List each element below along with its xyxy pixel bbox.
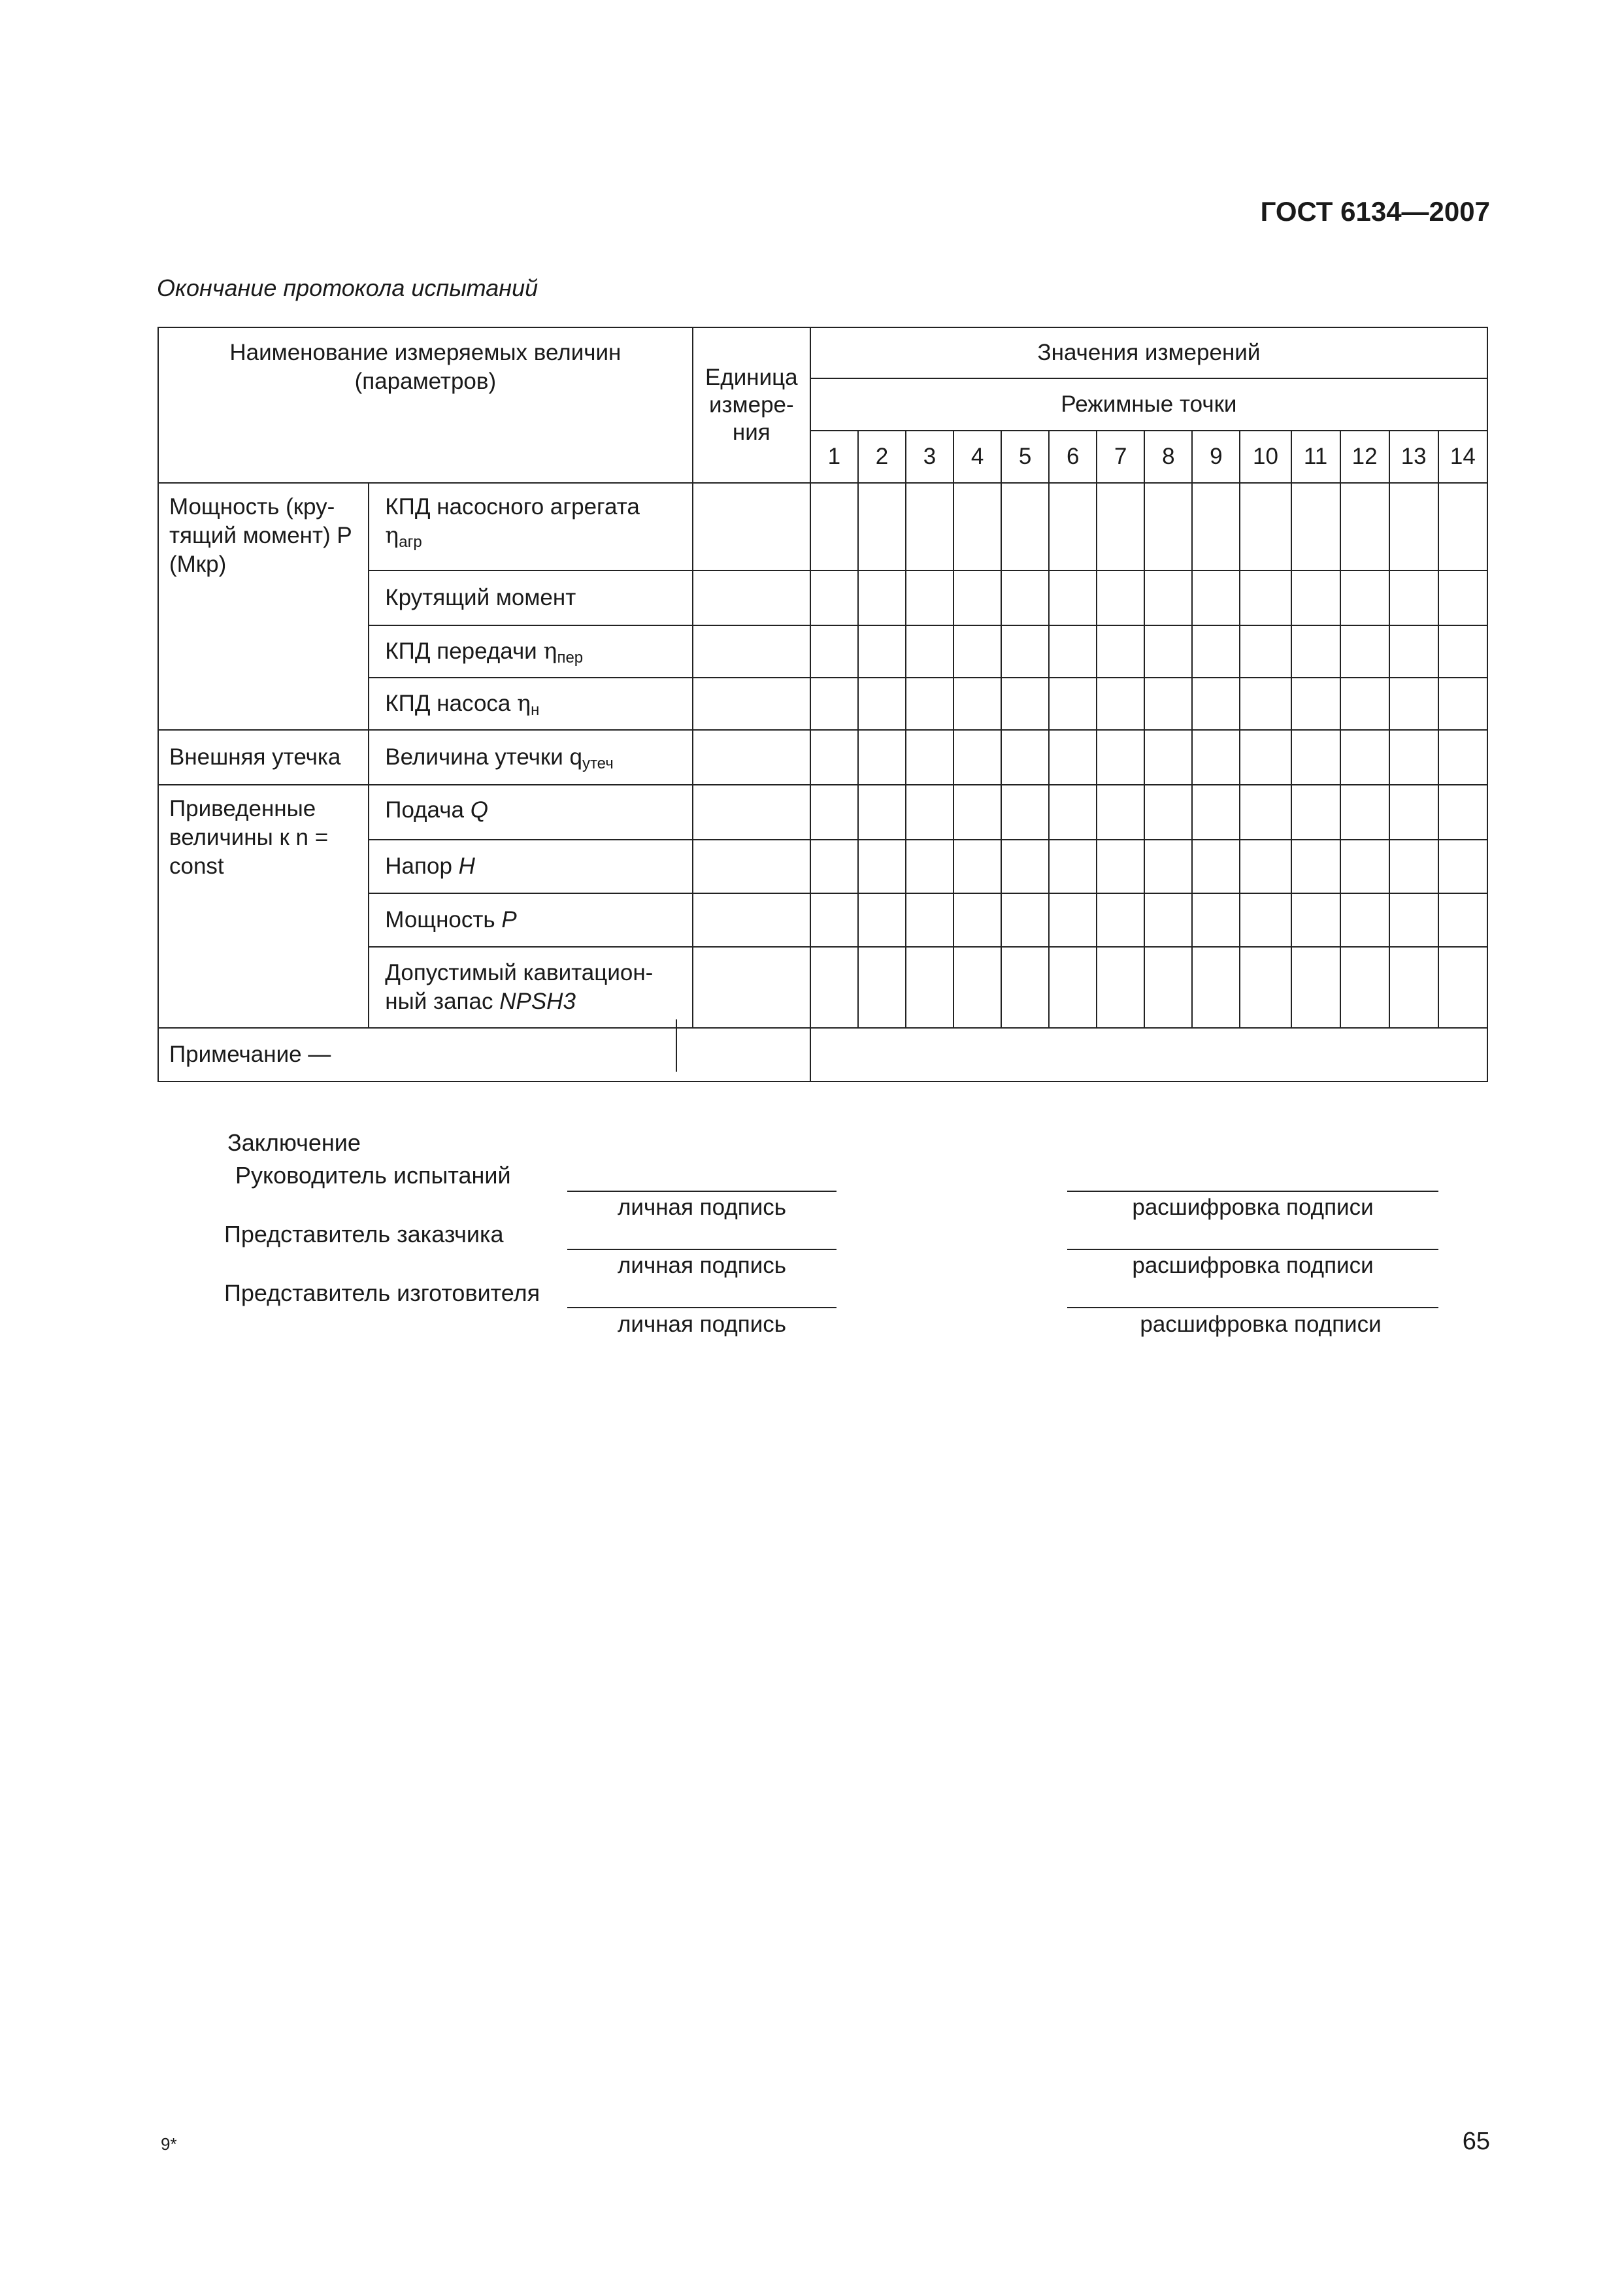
symbol: P <box>501 907 517 932</box>
point-number: 13 <box>1389 431 1438 483</box>
unit-cell[interactable] <box>693 840 810 893</box>
table-caption: Окончание протокола испытаний <box>157 274 539 301</box>
table-row <box>158 483 1487 570</box>
param-eff-trans <box>369 625 692 678</box>
role-customer: Представитель заказчика <box>224 1221 504 1247</box>
sign-caption: личная подпись <box>618 1311 786 1337</box>
decode-line[interactable] <box>1067 1249 1438 1250</box>
footer-mark: 9* <box>161 2134 177 2154</box>
sign-caption: личная подпись <box>618 1253 786 1278</box>
header-values: Значения измерений <box>810 327 1487 378</box>
role-manufacturer: Представитель изготовителя <box>224 1279 540 1306</box>
point-number: 11 <box>1291 431 1340 483</box>
point-number: 5 <box>1001 431 1049 483</box>
param-label: Подача <box>385 797 471 823</box>
role-test-leader: Руководитель испытаний <box>235 1162 511 1189</box>
unit-cell[interactable] <box>693 570 810 625</box>
decode-line[interactable] <box>1067 1191 1438 1192</box>
table-row <box>158 1028 1487 1081</box>
eta-symbol: η <box>517 691 531 717</box>
header-unit: Единица измере- ния <box>693 327 810 483</box>
header-param-name: Наименование измеряемых величин (параметров) <box>158 327 693 483</box>
divider <box>676 1019 677 1072</box>
decode-caption: расшифровка подписи <box>1140 1311 1382 1337</box>
unit-cell[interactable] <box>693 785 810 840</box>
unit-cell[interactable] <box>693 730 810 785</box>
param-torque: Крутящий момент <box>369 570 692 625</box>
unit-cell[interactable] <box>693 678 810 730</box>
sign-caption: личная подпись <box>618 1195 786 1220</box>
symbol-subscript: пер <box>557 649 584 667</box>
unit-cell[interactable] <box>693 625 810 678</box>
point-number: 12 <box>1340 431 1389 483</box>
unit-cell[interactable] <box>693 483 810 570</box>
param-label: КПД насосного агрегата <box>385 494 640 520</box>
unit-cell[interactable] <box>693 947 810 1028</box>
point-number: 9 <box>1192 431 1240 483</box>
header-points: Режимные точки <box>810 378 1487 431</box>
point-number: 10 <box>1240 431 1291 483</box>
point-number: 1 <box>810 431 858 483</box>
test-protocol-table <box>157 327 1488 1082</box>
point-number: 2 <box>858 431 906 483</box>
symbol: Q <box>470 797 488 823</box>
param-leak <box>369 730 692 785</box>
table-row <box>158 785 1487 840</box>
note-label: Примечание — <box>158 1028 810 1081</box>
point-number: 14 <box>1438 431 1487 483</box>
page-number: 65 <box>1462 2128 1490 2155</box>
param-label: КПД передачи <box>385 638 544 664</box>
param-eff-unit <box>369 483 692 570</box>
signature-line[interactable] <box>567 1191 837 1192</box>
unit-cell[interactable] <box>693 893 810 947</box>
symbol-subscript: утеч <box>582 755 614 772</box>
param-label: Величина утечки q <box>385 744 582 770</box>
signature-line[interactable] <box>567 1249 837 1250</box>
param-power <box>369 893 692 947</box>
decode-line[interactable] <box>1067 1307 1438 1308</box>
signature-line[interactable] <box>567 1307 837 1308</box>
decode-caption: расшифровка подписи <box>1132 1253 1374 1278</box>
group-leak: Внешняя утечка <box>158 730 369 785</box>
point-number: 6 <box>1049 431 1097 483</box>
eta-symbol: η <box>543 638 557 665</box>
symbol: H <box>458 853 475 879</box>
symbol-subscript: н <box>531 701 540 719</box>
group-reduced: Приведенные величины к n = const <box>158 785 369 1028</box>
point-number: 7 <box>1097 431 1144 483</box>
symbol: NPSH3 <box>499 989 576 1014</box>
eta-symbol: η <box>385 523 399 549</box>
param-label: КПД насоса <box>385 691 518 716</box>
param-head <box>369 840 692 893</box>
param-label: Напор <box>385 853 459 879</box>
point-number: 3 <box>906 431 953 483</box>
param-flow <box>369 785 692 840</box>
param-label: Мощность <box>385 907 502 932</box>
symbol-subscript: агр <box>399 533 422 551</box>
param-npsh <box>369 947 692 1028</box>
decode-caption: расшифровка подписи <box>1132 1195 1374 1220</box>
point-number: 4 <box>953 431 1001 483</box>
group-power: Мощность (кру- тящий момент) P (Mкр) <box>158 483 369 730</box>
param-eff-pump <box>369 678 692 730</box>
note-cell[interactable] <box>810 1028 1487 1081</box>
conclusion-label: Заключение <box>227 1129 361 1156</box>
document-code: ГОСТ 6134—2007 <box>1260 196 1490 227</box>
table-row <box>158 730 1487 785</box>
param-label: Допустимый кавитацион- ный запас <box>385 960 654 1014</box>
point-number: 8 <box>1144 431 1192 483</box>
